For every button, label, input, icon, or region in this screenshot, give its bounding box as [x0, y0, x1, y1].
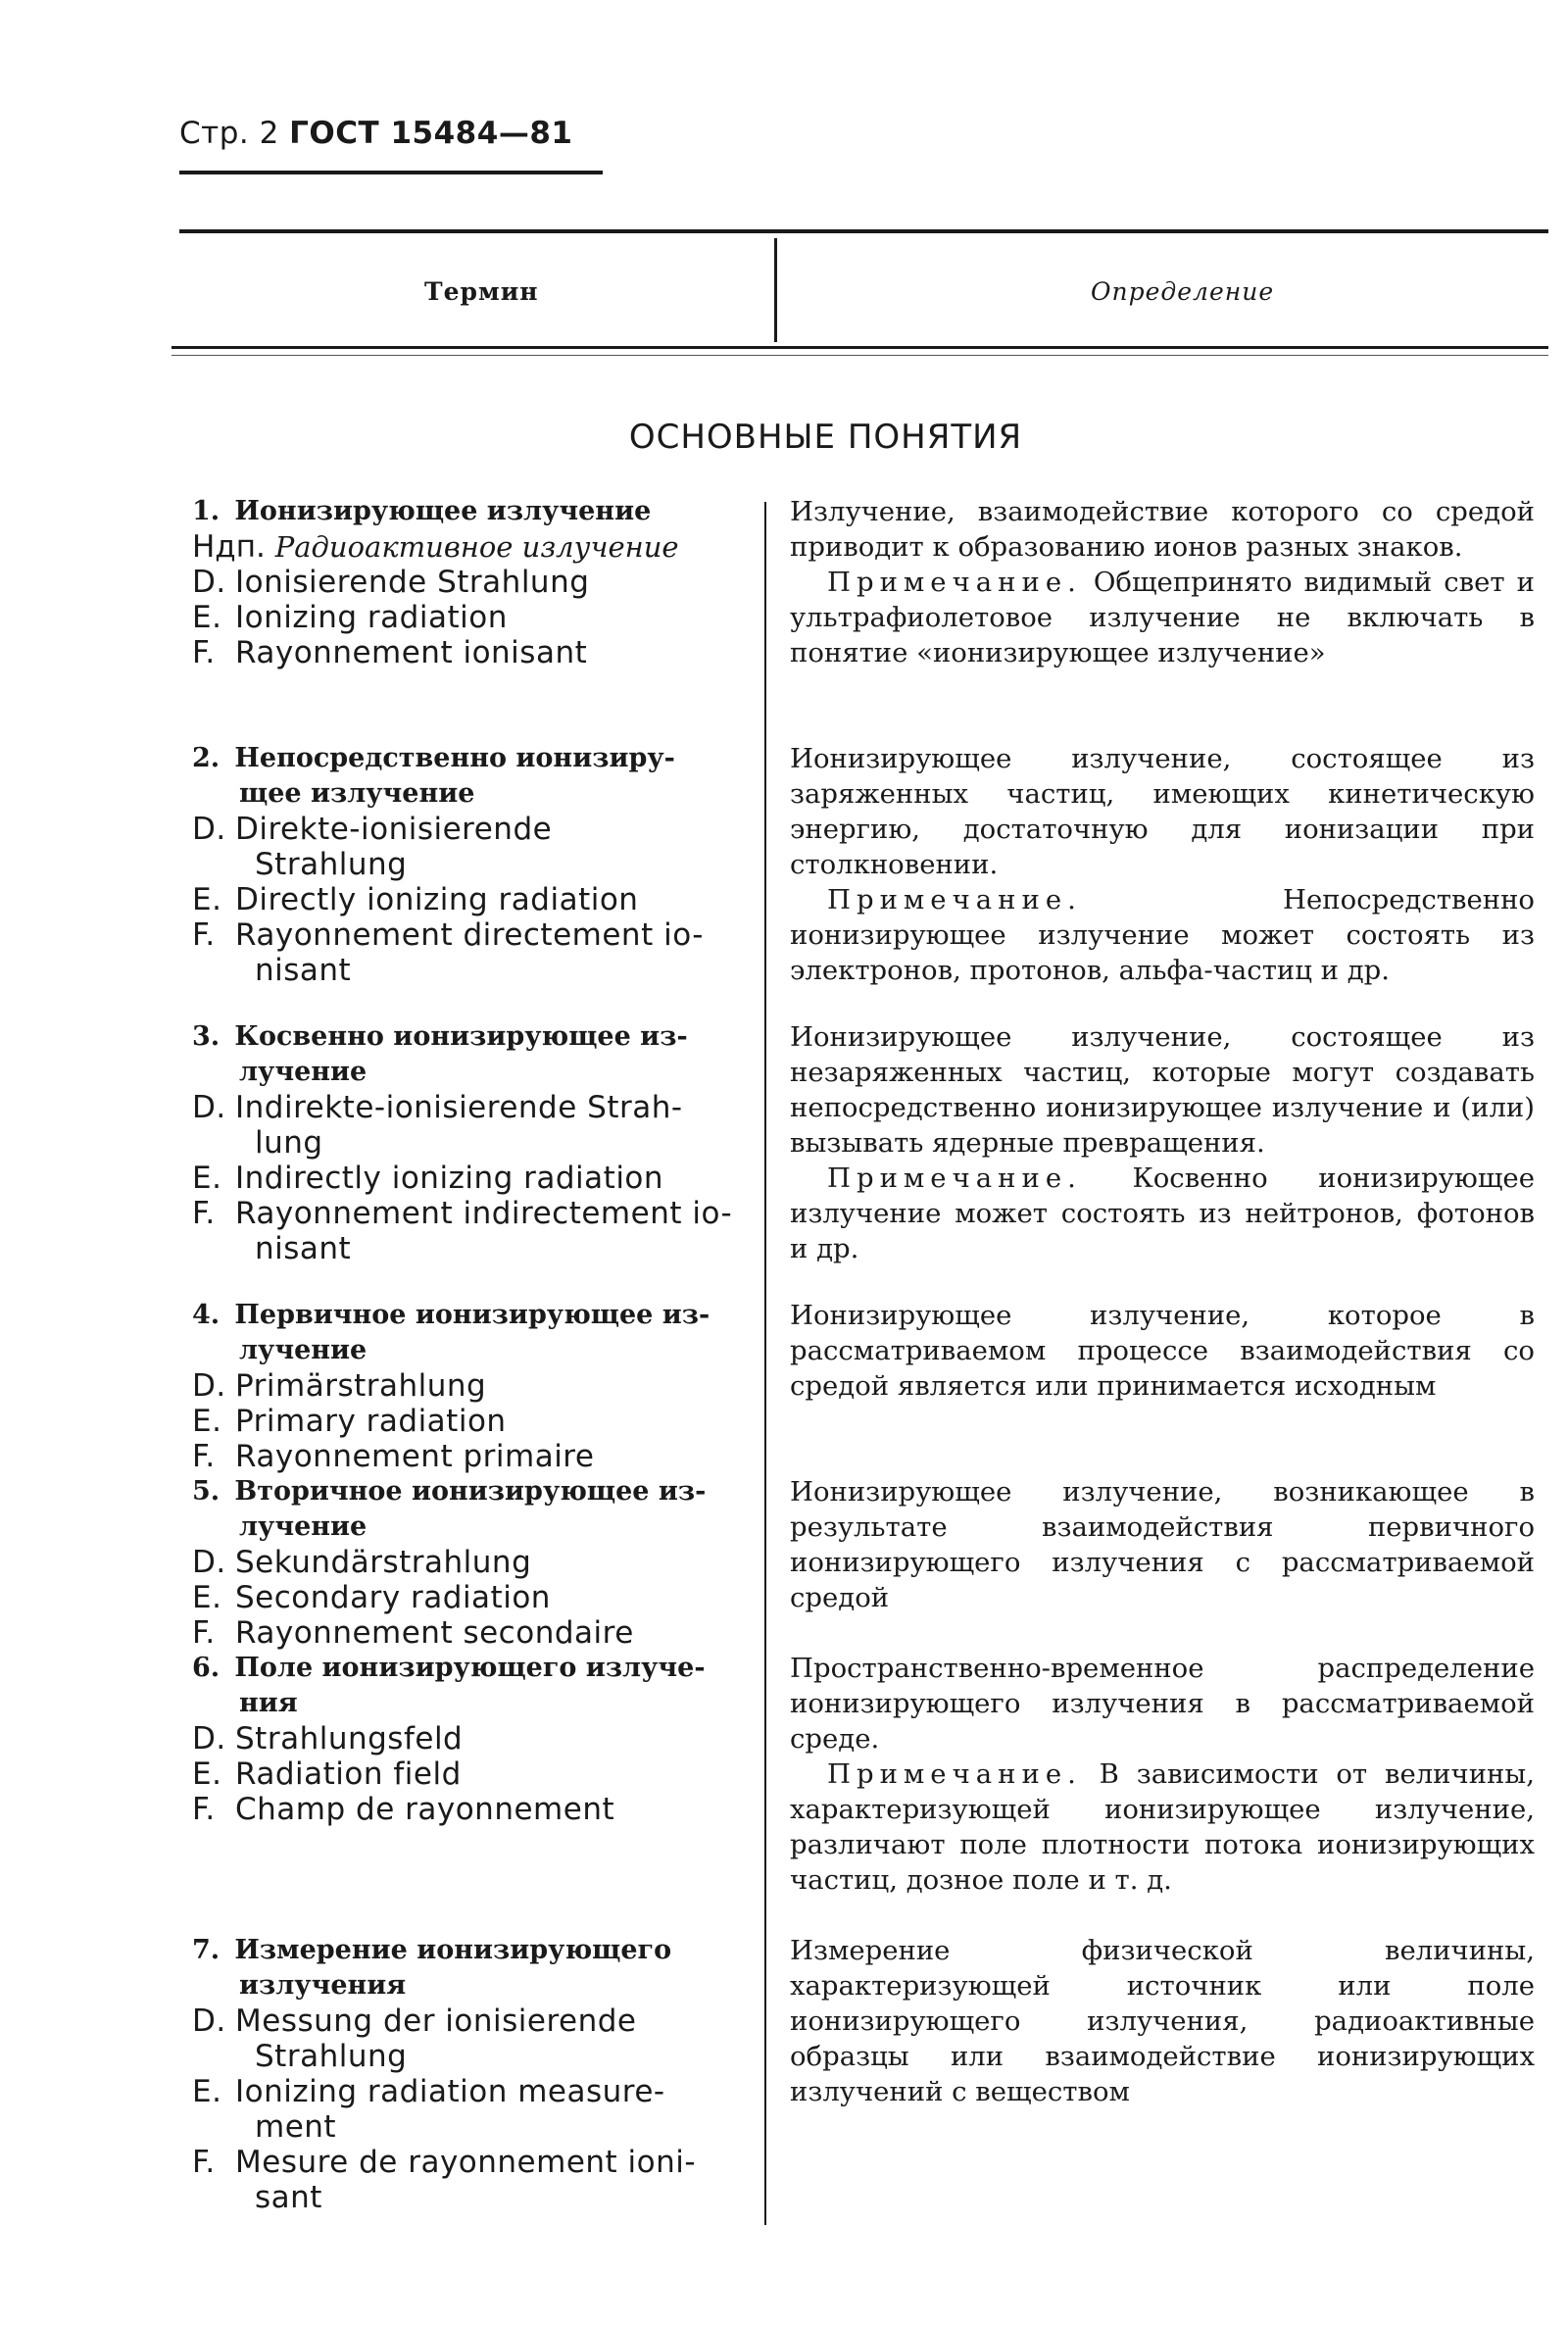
column-divider-body	[764, 502, 766, 2225]
term-de: D. Messung der ionisierende Strahlung	[192, 2003, 637, 2074]
standard-number: ГОСТ 15484—81	[289, 116, 573, 151]
term-name-ru-cont: щее излучение	[239, 778, 475, 809]
table-header-rule	[172, 346, 1548, 349]
definition-1	[790, 494, 1535, 670]
definition-text: Измерение физической величины, характеризующей источник или поле ионизирующего излучения, радиоактивные образцы или взаимодействие ионизирующих излучений с веществом	[790, 1935, 1535, 2107]
term-de: D. Ionisierende Strahlung	[192, 565, 590, 600]
term-name-ru-cont: лучение	[239, 1511, 368, 1542]
term-name-ru-cont: излучения	[239, 1970, 407, 2001]
term-en: E. Ionizing radiation measure- ment	[192, 2074, 665, 2145]
term-fr: F. Rayonnement indirectement io- nisant	[192, 1196, 733, 1266]
term-de: D. Strahlungsfeld	[192, 1721, 464, 1756]
term-entry-5	[192, 1474, 743, 1651]
term-de: D. Primärstrahlung	[192, 1368, 487, 1404]
term-name-ru: 1. Ионизирующее излучение	[192, 496, 652, 526]
term-name-ru: 2. Непосредственно ионизиру-	[192, 743, 675, 773]
term-en: E. Directly ionizing radiation	[192, 882, 639, 917]
term-entry-6	[192, 1651, 743, 1827]
page-header	[179, 116, 572, 151]
term-entry-4	[192, 1298, 743, 1474]
term-entry-7	[192, 1933, 743, 2215]
column-header-definition: Определение	[1091, 277, 1275, 306]
term-de: D. Direkte-ionisierende Strahlung	[192, 812, 553, 882]
term-name-ru: 3. Косвенно ионизирующее из-	[192, 1021, 688, 1052]
term-fr: F. Mesure de rayonnement ioni- sant	[192, 2145, 697, 2215]
term-en: E. Indirectly ionizing radiation	[192, 1161, 664, 1196]
term-fr: F. Rayonnement secondaire	[192, 1615, 634, 1651]
term-en: E. Radiation field	[192, 1756, 462, 1792]
definition-5	[790, 1474, 1535, 1615]
term-deprecated: Ндп. Радиоактивное излучение	[192, 529, 679, 565]
term-en: E. Primary radiation	[192, 1404, 507, 1439]
term-entry-1	[192, 494, 743, 670]
term-entry-3	[192, 1019, 743, 1266]
definition-text: Излучение, взаимодействие которого со средой приводит к образованию ионов разных знаков.	[790, 496, 1535, 563]
column-divider-header	[774, 238, 777, 342]
table-header-rule-thin	[172, 355, 1548, 356]
term-name-ru: 7. Измерение ионизирующего	[192, 1935, 672, 1965]
definition-2	[790, 741, 1535, 988]
term-name-ru-cont: лучение	[239, 1057, 368, 1087]
definition-text: Ионизирующее излучение, возникающее в результате взаимодействия первичного ионизирующего излучения с рассматриваемой средой	[790, 1476, 1535, 1613]
term-entry-2	[192, 741, 743, 988]
definition-6	[790, 1651, 1535, 1898]
definition-note: Примечание. Общепринято видимый свет и ультрафиолетовое излучение не включать в понятие «ионизирующее излучение»	[790, 567, 1535, 668]
term-en: E. Secondary radiation	[192, 1580, 551, 1615]
definition-text: Ионизирующее излучение, состоящее из заряженных частиц, имеющих кинетическую энергию, достаточную для ионизации при столкновении.	[790, 743, 1535, 880]
term-name-ru: 4. Первичное ионизирующее из-	[192, 1300, 710, 1330]
definition-text: Ионизирующее излучение, состоящее из незаряженных частиц, которые могут создавать непосредственно ионизирующее излучение и (или) вызывать ядерные превращения.	[790, 1021, 1535, 1159]
definition-note: Примечание. Непосредственно ионизирующее излучение может состоять из электронов, протонов, альфа-частиц и др.	[790, 884, 1535, 986]
term-name-ru: 6. Поле ионизирующего излуче-	[192, 1653, 706, 1683]
header-rule	[179, 171, 603, 174]
page-number: Стр. 2	[179, 116, 279, 151]
term-fr: F. Rayonnement primaire	[192, 1439, 595, 1474]
term-fr: F. Rayonnement ionisant	[192, 635, 588, 670]
term-name-ru-cont: лучение	[239, 1335, 368, 1365]
definition-4	[790, 1298, 1535, 1404]
table-top-rule	[179, 229, 1548, 233]
term-fr: F. Rayonnement directement io- nisant	[192, 917, 704, 988]
section-title: ОСНОВНЫЕ ПОНЯТИЯ	[628, 418, 1023, 457]
term-de: D. Indirekte-ionisierende Strah- lung	[192, 1090, 683, 1161]
definition-text: Ионизирующее излучение, которое в рассматриваемом процессе взаимодействия со средой является или принимается исходным	[790, 1300, 1535, 1402]
definition-note: Примечание. В зависимости от величины, характеризующей ионизирующее излучение, различают поле плотности потока ионизирующих частиц, дозное поле и т. д.	[790, 1758, 1535, 1896]
definition-7	[790, 1933, 1535, 2109]
term-en: E. Ionizing radiation	[192, 600, 508, 635]
definition-text: Пространственно-временное распределение ионизирующего излучения в рассматриваемой среде.	[790, 1653, 1535, 1755]
definition-note: Примечание. Косвенно ионизирующее излучение может состоять из нейтронов, фотонов и др.	[790, 1162, 1535, 1264]
term-name-ru: 5. Вторичное ионизирующее из-	[192, 1476, 707, 1507]
column-header-term: Термин	[424, 277, 539, 306]
definition-3	[790, 1019, 1535, 1266]
term-name-ru-cont: ния	[239, 1688, 298, 1718]
term-de: D. Sekundärstrahlung	[192, 1545, 532, 1580]
term-fr: F. Champ de rayonnement	[192, 1792, 615, 1827]
